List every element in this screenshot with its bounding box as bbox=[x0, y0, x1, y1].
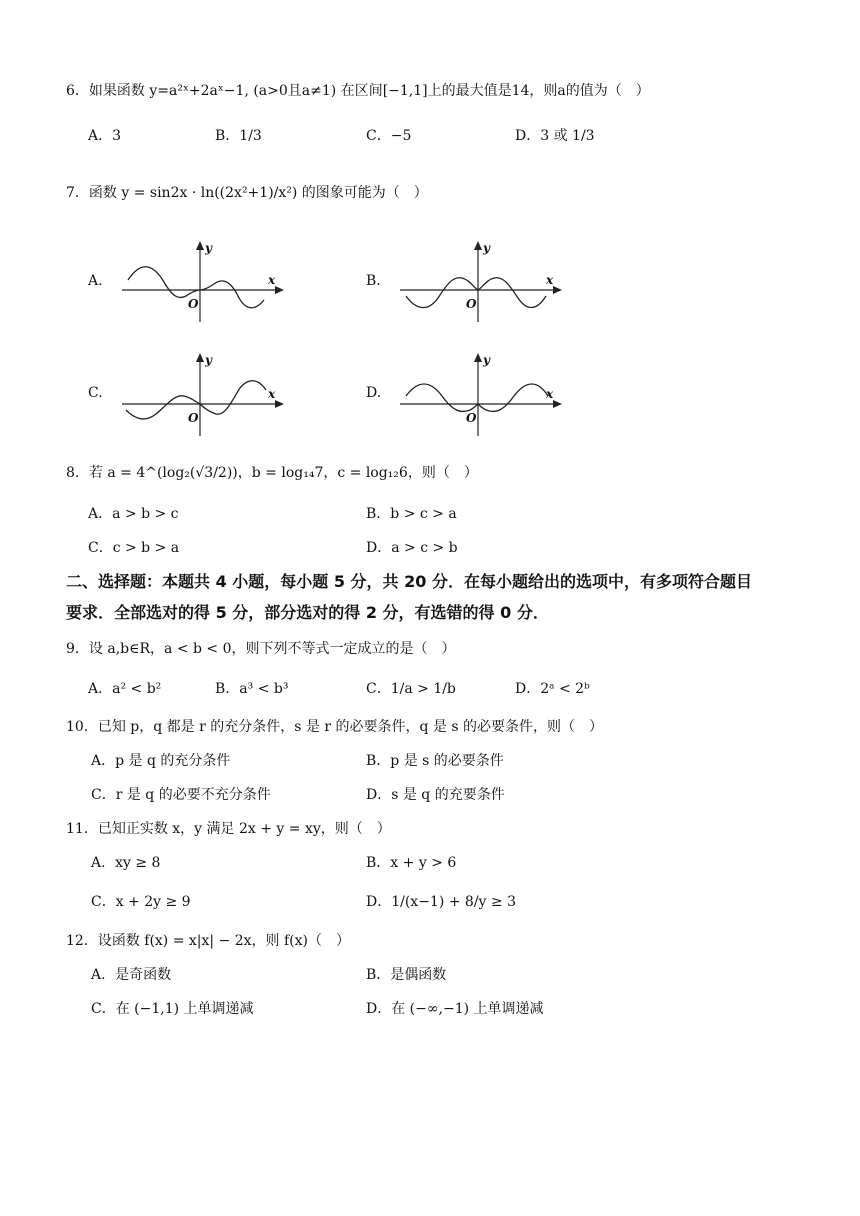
origin-label: O bbox=[188, 411, 199, 425]
x-axis-arrow-icon bbox=[275, 286, 284, 294]
q7-label-d: D. bbox=[366, 385, 382, 401]
q11-option-d: D．1/(x−1) + 8/y ≥ 3 bbox=[366, 894, 517, 910]
q9-option-b: B．a³ < b³ bbox=[215, 681, 289, 697]
q11-option-c: C．x + 2y ≥ 9 bbox=[91, 894, 191, 910]
q12-stem: 12．设函数 f(x) = x|x| − 2x，则 f(x)（ ） bbox=[66, 933, 351, 949]
q7-label-b: B. bbox=[366, 273, 381, 289]
q11-option-a: A．xy ≥ 8 bbox=[91, 855, 161, 871]
q7-graph-d bbox=[396, 348, 566, 440]
q10-stem: 10．已知 p，q 都是 r 的充分条件，s 是 r 的必要条件，q 是 s 的必要条件，则（ ） bbox=[66, 719, 603, 735]
q8-stem: 8．若 a = 4^(log₂(√3/2))，b = log₁₄7，c = log₁₂6，则（ ） bbox=[66, 465, 478, 481]
x-axis-arrow-icon bbox=[275, 400, 284, 408]
q9-option-d: D．2ᵃ < 2ᵇ bbox=[515, 681, 590, 697]
y-axis-arrow-icon bbox=[474, 353, 482, 362]
section-2-heading-cont: 要求．全部选对的得 5 分，部分选对的得 2 分，有选错的得 0 分． bbox=[66, 603, 549, 622]
q9-option-a: A．a² < b² bbox=[88, 681, 162, 697]
q9-option-c: C．1/a > 1/b bbox=[366, 681, 456, 697]
q10-option-b: B．p 是 s 的必要条件 bbox=[366, 753, 504, 769]
q8-option-d: D．a > c > b bbox=[366, 540, 458, 556]
q10-option-d: D．s 是 q 的充要条件 bbox=[366, 787, 505, 803]
q6-stem: 6．如果函数 y=a²ˣ+2aˣ−1, (a>0且a≠1) 在区间[−1,1]上的最大值是14，则a的值为（ ） bbox=[66, 83, 650, 99]
y-axis-label: y bbox=[483, 353, 490, 367]
origin-label: O bbox=[466, 411, 477, 425]
x-axis-arrow-icon bbox=[553, 400, 562, 408]
x-axis-label: x bbox=[268, 387, 276, 401]
y-axis-label: y bbox=[483, 241, 490, 255]
x-axis-label: x bbox=[546, 273, 554, 287]
q6-option-a: A．3 bbox=[88, 128, 122, 144]
y-axis-label: y bbox=[205, 353, 212, 367]
graph-curve bbox=[406, 384, 548, 411]
q10-option-c: C．r 是 q 的必要不充分条件 bbox=[91, 787, 271, 803]
q9-stem: 9．设 a,b∈R，a < b < 0，则下列不等式一定成立的是（ ） bbox=[66, 641, 456, 657]
q6-option-c: C．−5 bbox=[366, 128, 412, 144]
q6-option-d: D．3 或 1/3 bbox=[515, 128, 595, 144]
q11-stem: 11．已知正实数 x，y 满足 2x + y = xy，则（ ） bbox=[66, 821, 391, 837]
x-axis-label: x bbox=[546, 387, 554, 401]
q10-option-a: A．p 是 q 的充分条件 bbox=[91, 753, 231, 769]
q12-option-a: A．是奇函数 bbox=[91, 967, 172, 983]
y-axis-arrow-icon bbox=[474, 241, 482, 250]
q7-graph-b bbox=[396, 236, 566, 328]
q7-stem: 7．函数 y = sin2x · ln((2x²+1)/x²) 的图象可能为（ ） bbox=[66, 185, 428, 201]
q7-label-a: A. bbox=[88, 273, 103, 289]
y-axis-arrow-icon bbox=[196, 241, 204, 250]
q7-label-c: C. bbox=[88, 385, 103, 401]
q7-graph-c bbox=[118, 348, 288, 440]
q6-option-b: B．1/3 bbox=[215, 128, 262, 144]
y-axis-arrow-icon bbox=[196, 353, 204, 362]
q7-graph-a bbox=[118, 236, 288, 328]
q11-option-b: B．x + y > 6 bbox=[366, 855, 457, 871]
q12-option-d: D．在 (−∞,−1) 上单调递减 bbox=[366, 1001, 544, 1017]
x-axis-label: x bbox=[268, 273, 276, 287]
x-axis-arrow-icon bbox=[553, 286, 562, 294]
q8-option-c: C．c > b > a bbox=[88, 540, 180, 556]
q12-option-c: C．在 (−1,1) 上单调递减 bbox=[91, 1001, 254, 1017]
section-2-heading: 二、选择题：本题共 4 小题，每小题 5 分，共 20 分．在每小题给出的选项中，有多项符合题目 bbox=[66, 572, 752, 591]
y-axis-label: y bbox=[205, 241, 212, 255]
q12-option-b: B．是偶函数 bbox=[366, 967, 447, 983]
q8-option-b: B．b > c > a bbox=[366, 506, 457, 522]
origin-label: O bbox=[466, 297, 477, 311]
q8-option-a: A．a > b > c bbox=[88, 506, 179, 522]
origin-label: O bbox=[188, 297, 199, 311]
